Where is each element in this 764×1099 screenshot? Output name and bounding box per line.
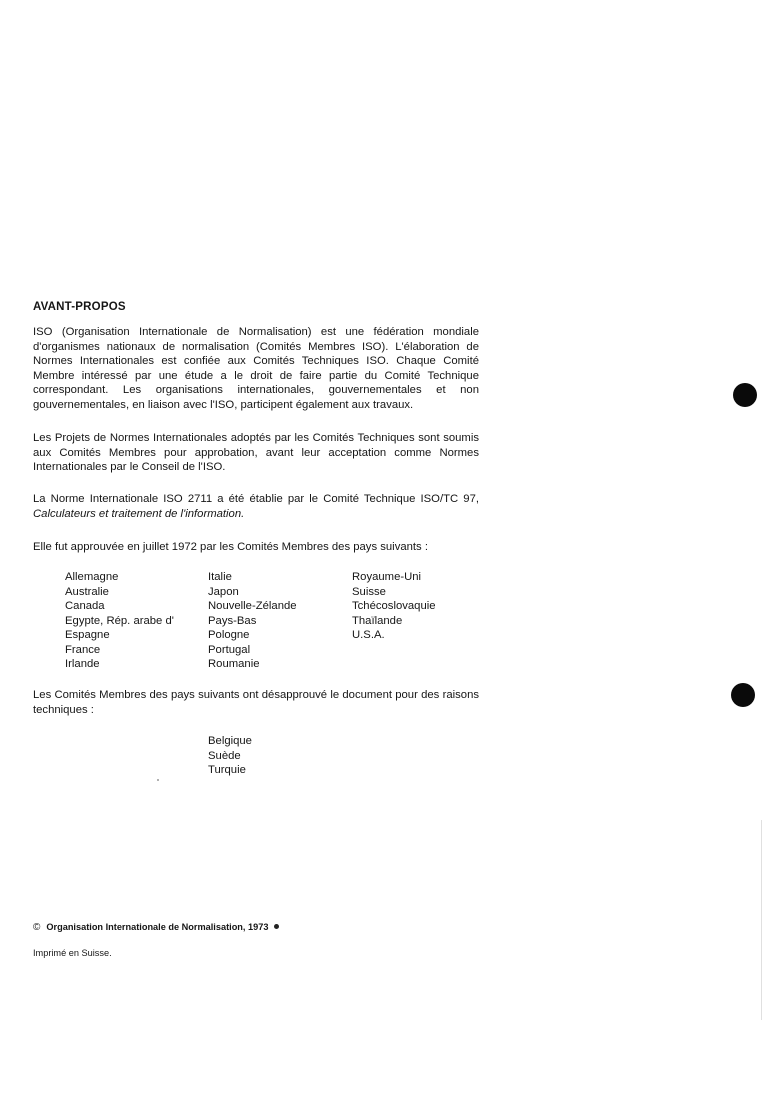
list-item: Roumanie (208, 658, 260, 670)
list-item: Turquie (208, 764, 246, 776)
list-item: Egypte, Rép. arabe d' (65, 614, 174, 627)
committee-title: Calculateurs et traitement de l'information. (33, 507, 245, 520)
list-item: Nouvelle-Zélande (208, 600, 297, 612)
list-item: Tchécoslovaquie (352, 600, 436, 612)
approving-countries-col3 (352, 570, 436, 643)
standard-lead-text: La Norme Internationale ISO 2711 a été établie par le Comité Technique ISO/TC 97, (33, 493, 479, 505)
list-item: Pologne (208, 629, 250, 641)
list-item: Royaume-Uni (352, 571, 422, 583)
approved-intro: Elle fut approuvée en juillet 1972 par les Comités Membres des pays suivants : (33, 541, 428, 553)
standard-paragraph (33, 492, 479, 521)
printed-in-note: Imprimé en Suisse. (33, 948, 112, 958)
list-item: Thaïlande (352, 614, 403, 627)
page-title: AVANT-PROPOS (33, 301, 126, 313)
list-item: Espagne (65, 629, 110, 641)
bullet-dot-icon (274, 924, 279, 929)
approval-paragraph: Les Projets de Normes Internationales adoptés par les Comités Techniques sont soumis aux Comités Membres pour approbation, avant leur acceptation comme Normes Internationales par le Conseil de l'ISO. (33, 432, 479, 473)
list-item: Suède (208, 749, 241, 762)
list-item: U.S.A. (352, 629, 385, 641)
approving-countries-col2 (208, 570, 297, 672)
intro-paragraph: ISO (Organisation Internationale de Normalisation) est une fédération mondiale d'organismes nationaux de normalisation (Comités Membres ISO). L'élaboration de Normes Internationales est confiée aux Comités Techniques ISO. Chaque Comité Membre intéressé par une étude a le droit de faire partie du Comité Technique correspondant. Les organisations internationales, gouvernementales et non gouvernementales, en liaison avec l'ISO, participent également aux travaux. (33, 326, 479, 411)
list-item: Allemagne (65, 571, 119, 583)
scan-speck (157, 779, 159, 781)
copyright-line (33, 922, 279, 933)
list-item: France (65, 643, 101, 656)
list-item: Suisse (352, 585, 386, 598)
list-item: Pays-Bas (208, 614, 257, 627)
list-item: Italie (208, 571, 232, 583)
punch-hole-top (733, 383, 757, 407)
list-item: Canada (65, 600, 105, 612)
list-item: Belgique (208, 735, 252, 747)
list-item: Australie (65, 585, 109, 598)
page-edge-line (761, 820, 762, 1020)
copyright-icon: © (33, 922, 41, 933)
list-item: Japon (208, 585, 239, 598)
copyright-text: Organisation Internationale de Normalisation, 1973 (46, 922, 269, 932)
disapproved-intro: Les Comités Membres des pays suivants ont désapprouvé le document pour des raisons techniques : (33, 689, 479, 716)
list-item: Irlande (65, 658, 100, 670)
approving-countries-col1 (65, 570, 174, 672)
punch-hole-bottom (731, 683, 755, 707)
list-item: Portugal (208, 643, 251, 656)
disapproving-countries (208, 734, 252, 778)
